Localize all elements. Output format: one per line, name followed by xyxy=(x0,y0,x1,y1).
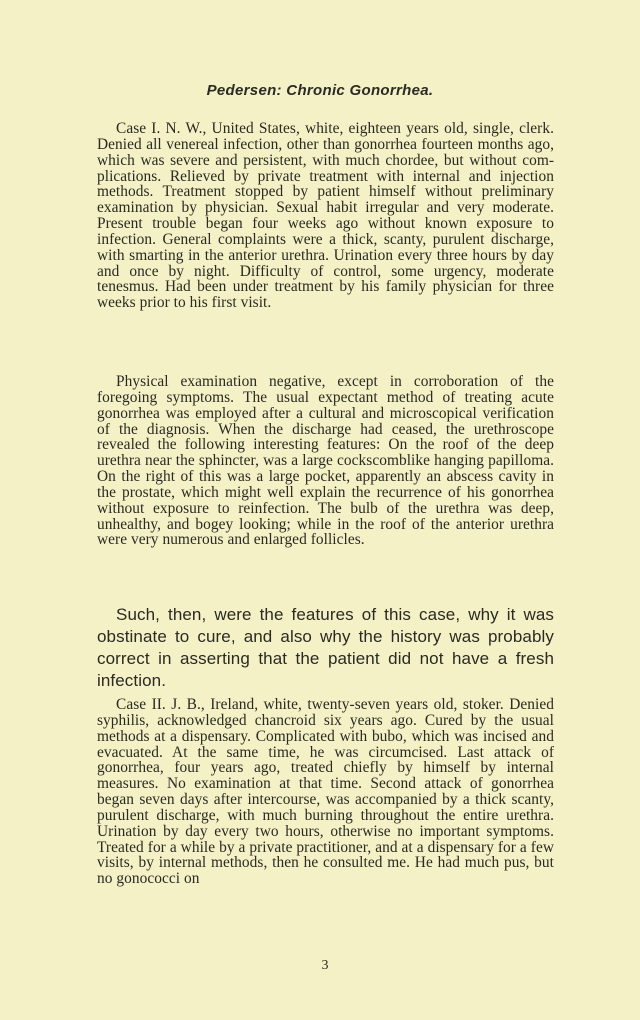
paragraph-case-1: Case I. N. W., United States, white, eighteen years old, single, clerk. Denied all venereal infection, other than gonorrhea fourteen months ago, which was severe and persistent, with much chordee, but without complications. Relieved by private treatment with internal and injection methods. Treatment stopped by patient himself without preliminary examination by physician. Sexual habit irregular and very moderate. Present trouble began four weeks ago without known exposure to infection. General complaints were a thick, scanty, purulent discharge, with smarting in the anterior urethra. Urination every three hours by day and once by night. Difficulty of control, some urgency, moderate tenesmus. Had been under treatment by his family physician for three weeks prior to his first visit. xyxy=(97,120,554,312)
paragraph-physical-examination: Physical examination negative, except in corroboration of the foregoing symptoms. The usual expectant method of treating acute gonorrhea was employed after a cultural and microscopical verification of the diagnosis. When the discharge had ceased, the urethroscope revealed the following interesting features: On the roof of the deep urethra near the sphincter, was a large cockscomblike hanging papilloma. On the right of this was a large pocket, apparently an abscess cavity in the prostate, which might well explain the recurrence of his gonorrhea without exposure to reinfection. The bulb of the urethra was deep, unhealthy, and bogey looking; while in the roof of the anterior urethra were very numerous and enlarged follicles. xyxy=(97,373,554,549)
running-head: Pedersen: Chronic Gonorrhea. xyxy=(206,82,434,99)
paragraph-summary: Such, then, were the features of this case, why it was obstinate to cure, and also why the history was probably correct in asserting that the patient did not have a fresh infection. xyxy=(97,605,554,690)
paragraph-case-2: Case II. J. B., Ireland, white, twenty-seven years old, stoker. Denied syphilis, acknowledged chancroid six years ago. Cured by the usual methods at a dispensary. Complicated with bubo, which was incised and evacuated. At the same time, he was circumcised. Last attack of gonorrhea, four years ago, treated chiefly by himself by internal measures. No examination at that time. Second attack of gonorrhea began seven days after intercourse, was accompanied by a thick scanty, purulent discharge, with much burning throughout the entire urethra. Urination by day every two hours, otherwise no important symptoms. Treated for a while by a private practitioner, and at a dispensary for a few visits, by internal methods, then he consulted me. He had much pus, but no gonococci on xyxy=(97,696,554,888)
page-number: 3 xyxy=(321,958,329,973)
